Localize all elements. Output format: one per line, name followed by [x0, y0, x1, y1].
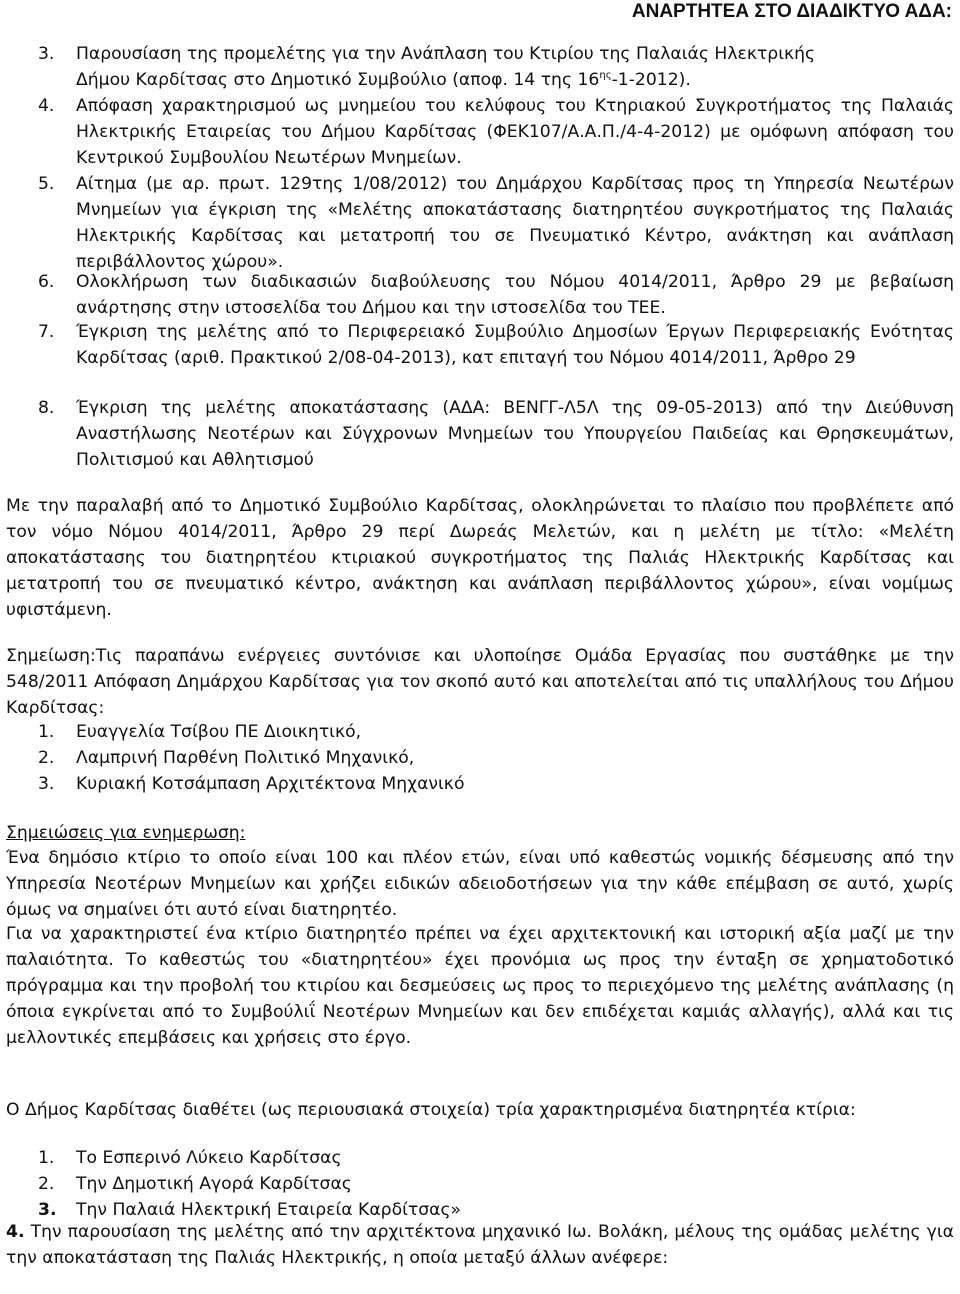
list-item [38, 1146, 938, 1172]
presentation-item-4 [6, 1220, 954, 1272]
item-text-part: Δήμου Καρδίτσας στο Δημοτικό Συμβούλιο (αποφ. 14 της 16 [76, 69, 600, 90]
item-number: 2. [38, 1174, 55, 1194]
page-header: ΑΝΑΡΤΗΤΕΑ ΣΤΟ ΔΙΑΔΙΚΤΥΟ ΑΔΑ: [631, 1, 952, 22]
item-number: 5. [38, 174, 55, 194]
completion-paragraph: Με την παραλαβή από το Δημοτικό Συμβούλιο Καρδίτσας, ολοκληρώνεται το πλαίσιο που προβλέπετε από τον νόμο Νόμου 4014/2011, Άρθρο 29 περί Δωρεάς Μελετών, και η μελέτη με τίτλο: «Μελέτη αποκατάστασης του διατηρητέου κτιριακού συγκροτήματος της Παλιάς Ηλεκτρικής Καρδίτσας και μετατροπή του σε πνευματικό κέντρο, ανάκτηση και ανάπλαση περιβάλλοντος χώρου», είναι νομίμως υφιστάμενη. [6, 496, 954, 620]
item-number: 8. [38, 398, 55, 418]
consideration-item-3 [38, 42, 954, 94]
item-text: Απόφαση χαρακτηρισμού ως μνημείου του κελύφους του Κτηριακού Συγκροτήματος της Παλαιάς Ηλεκτρικής Εταιρείας του Δήμου Καρδίτσας (ΦΕΚ107/Α.Α.Π./4-4-2012) με ομόφωνη απόφαση του Κεντρικού Συμβουλίου Νεωτέρων Μνημείων. [76, 96, 954, 168]
item-text: Την παρουσίαση της μελέτης από την αρχιτέκτονα μηχανικό Ιω. Βολάκη, μέλους της ομάδας μελέτης για την αποκατάσταση της Παλιάς Ηλεκτρικής, η οποία μεταξύ άλλων ανέφερε: [6, 1222, 954, 1268]
item-number: 3. [38, 44, 55, 64]
list-item [38, 1172, 938, 1198]
list-item [38, 772, 938, 798]
item-number: 4. [6, 1222, 25, 1242]
item-text-line-2 [76, 68, 954, 94]
member-name: Λαμπρινή Παρθένη Πολιτικό Μηχανικό, [76, 748, 415, 768]
info-paragraph-2: Για να χαρακτηριστεί ένα κτίριο διατηρητέο πρέπει να έχει αρχιτεκτονική και ιστορική αξία μαζί με την παλαιότητα. Το καθεστώς του «διατηρητέου» έχει προνόμια ως προς την ένταξη σε χρηματοδοτικό πρόγραμμα και την προβολή του κτιρίου και δεσμεύσεις ως προς το περιεχόμενο της μελέτης ανάπλασης (η όποια εγκρίνεται από το Συμβούλιΐ Νεοτέρων Μνημείων και δεν επιδέχεται καμιάς αλλαγής), αλλά και τις μελλοντικές επεμβάσεις και χρήσεις στο έργο. [6, 924, 954, 1048]
item-number: 1. [38, 722, 55, 742]
item-text [76, 42, 954, 94]
info-paragraph-1: Ένα δημόσιο κτίριο το οποίο είναι 100 και πλέον ετών, είναι υπό καθεστώς νομικής δέσμευσης από την Υπηρεσία Νεοτέρων Μνημείων και χρήζει ειδικών αδειοδοτήσεων για την κάθε επέμβαση σε αυτό, χωρίς όμως να σημαίνει ότι αυτό είναι διατηρητέο. [6, 848, 954, 920]
building-name: Την Παλαιά Ηλεκτρική Εταιρεία Καρδίτσας» [76, 1200, 462, 1220]
buildings-list [38, 1146, 938, 1224]
building-name: Το Εσπερινό Λύκειο Καρδίτσας [76, 1148, 342, 1168]
member-name: Κυριακή Κοτσάμπαση Αρχιτέκτονα Μηχανικό [76, 774, 465, 794]
item-text: Ολοκλήρωση των διαδικασιών διαβούλευσης του Νόμου 4014/2011, Άρθρο 29 με βεβαίωση ανάρτησης στην ιστοσελίδα του Δήμου και την ιστοσελίδα του ΤΕΕ. [76, 272, 954, 318]
member-name: Ευαγγελία Τσίβου ΠΕ Διοικητικό, [76, 722, 362, 742]
item-text-part: -1-2012). [611, 69, 691, 90]
info-notes-heading: Σημειώσεις για ενημερωση: [6, 823, 246, 843]
item-number: 7. [38, 322, 55, 342]
team-note: Σημείωση:Τις παραπάνω ενέργειες συντόνισε και υλοποίησε Ομάδα Εργασίας που συστάθηκε με την 548/2011 Απόφαση Δημάρχου Καρδίτσας για τον σκοπό αυτό και αποτελείται από τις υπαλλήλους του Δήμου Καρδίτσας: [6, 646, 954, 718]
item-number: 3. [38, 774, 55, 794]
list-item [38, 720, 938, 746]
list-item [38, 746, 938, 772]
ordinal-superscript: ης [599, 69, 612, 81]
building-name: Την Δημοτική Αγορά Καρδίτσας [76, 1174, 352, 1194]
buildings-intro: Ο Δήμος Καρδίτσας διαθέτει (ως περιουσιακά στοιχεία) τρία χαρακτηρισμένα διατηρητέα κτίρια: [6, 1100, 856, 1120]
item-number: 6. [38, 272, 55, 292]
team-members-list [38, 720, 938, 798]
item-text-line-1: Παρουσίαση της προμελέτης για την Ανάπλαση του Κτιρίου της Παλαιάς Ηλεκτρικής [76, 44, 816, 64]
item-number: 1. [38, 1148, 55, 1168]
item-number: 3. [38, 1200, 57, 1220]
item-text: Έγκριση της μελέτης από το Περιφερειακό Συμβούλιο Δημοσίων Έργων Περιφερειακής Ενότητας Καρδίτσας (αριθ. Πρακτικού 2/08-04-2013), κατ επιταγή του Νόμου 4014/2011, Άρθρο 29 [76, 322, 954, 368]
item-text: Αίτημα (με αρ. πρωτ. 129της 1/08/2012) του Δημάρχου Καρδίτσας προς τη Υπηρεσία Νεωτέρων Μνημείων για έγκριση της «Μελέτης αποκατάστασης διατηρητέου συγκροτήματος της Παλαιάς Ηλεκτρικής Καρδίτσας και μετατροπή του σε Πνευματικό Κέντρο, ανάκτηση και ανάπλαση περιβάλλοντος χώρου». [76, 174, 954, 272]
item-text: Έγκριση της μελέτης αποκατάστασης (ΑΔΑ: ΒΕΝΓΓ-Λ5Λ της 09-05-2013) από την Διεύθυνση Αναστήλωσης Νεοτέρων και Σύγχρονων Μνημείων του Υπουργείου Παιδείας και Θρησκευμάτων, Πολιτισμού και Αθλητισμού [76, 398, 954, 470]
item-number: 4. [38, 96, 55, 116]
item-number: 2. [38, 748, 55, 768]
